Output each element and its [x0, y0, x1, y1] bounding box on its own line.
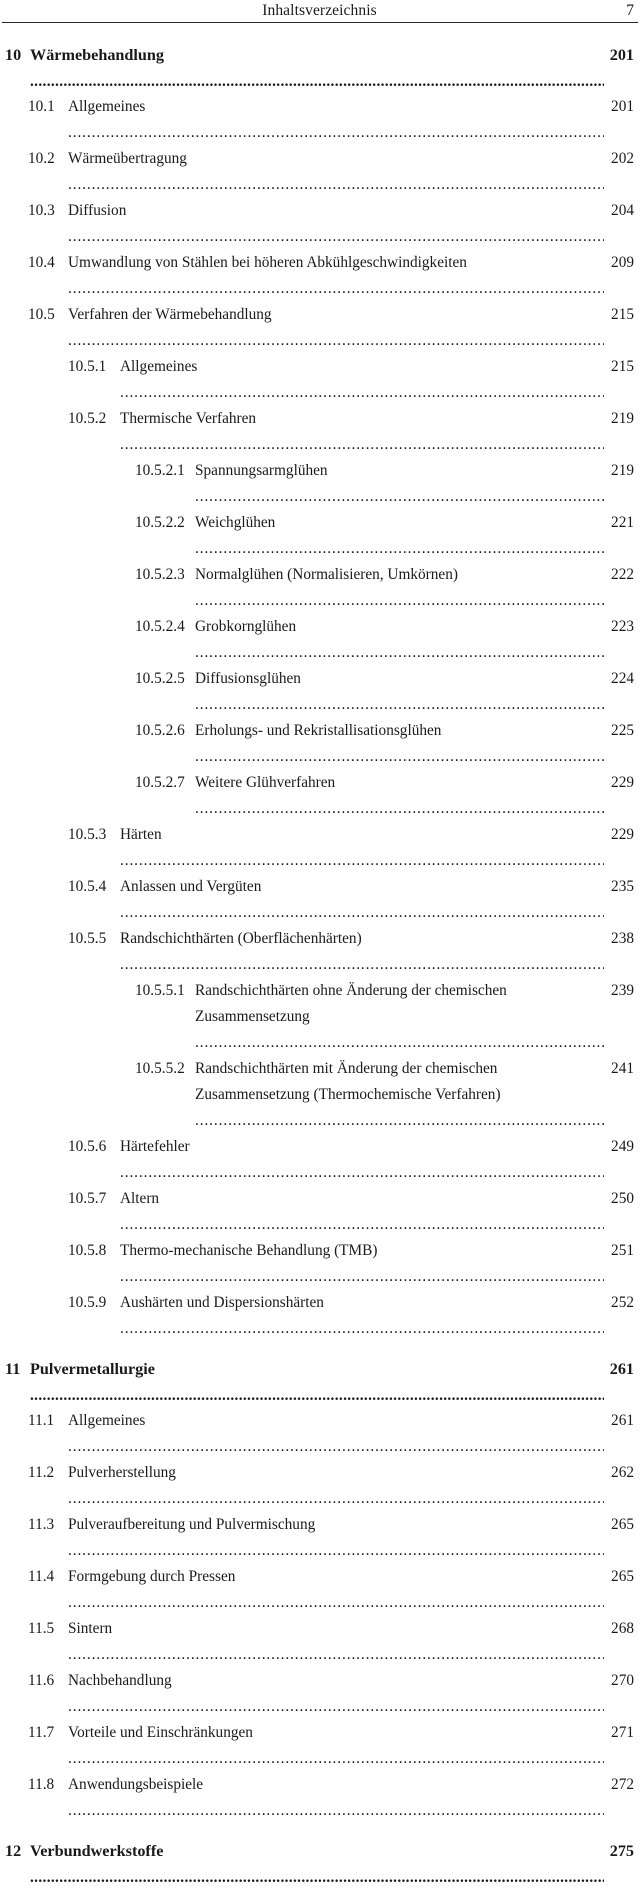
toc-entry[interactable]: [5, 874, 634, 926]
toc-entry-page-number: 252: [611, 1294, 634, 1311]
toc-entry-body: [195, 458, 604, 510]
toc-entry-body: [68, 146, 604, 198]
toc-entry-body: [68, 250, 604, 302]
toc-entry-page-number: 229: [611, 826, 634, 843]
toc-entry-page-number: 270: [611, 1672, 634, 1689]
toc-entry-body: [120, 822, 604, 874]
toc-entry[interactable]: [5, 1408, 634, 1460]
toc-entry[interactable]: [5, 1056, 634, 1134]
toc-entry[interactable]: [5, 354, 634, 406]
toc-entry-number: 11.7: [28, 1724, 55, 1741]
dot-leader: [68, 224, 604, 250]
toc-entry[interactable]: [5, 1238, 634, 1290]
dot-leader: [195, 796, 604, 822]
toc-entry-body: [68, 1408, 604, 1460]
toc-entry-number: 10.2: [28, 150, 55, 167]
toc-entry-number: 10.5.1: [68, 358, 107, 375]
toc-entry[interactable]: [5, 1290, 634, 1342]
toc-entry-title: Thermo-mechanische Behandlung (TMB): [120, 1242, 378, 1259]
toc-entry-number: 10.3: [28, 202, 55, 219]
dot-leader: [195, 692, 604, 718]
toc-entry-title: Randschichthärten ohne Änderung der chemischen Zusammensetzung: [195, 982, 507, 1025]
toc-entry-body: [195, 718, 604, 770]
toc-entry-body: [120, 926, 604, 978]
toc-entry-title: Altern: [120, 1190, 160, 1207]
toc-entry-title: Pulvermetallurgie: [30, 1360, 155, 1378]
dot-leader: [195, 1108, 604, 1134]
toc-entry-number: 11.3: [28, 1516, 55, 1533]
toc-entry-body: [120, 354, 604, 406]
toc-entry-title: Randschichthärten (Oberflächenhärten): [120, 930, 362, 947]
toc-entry-page-number: 235: [611, 878, 634, 895]
dot-leader: [68, 1746, 604, 1772]
dot-leader: [195, 588, 604, 614]
toc-entry-page-number: 215: [611, 358, 634, 375]
toc-entry-body: [120, 874, 604, 926]
toc-entry-title: Allgemeines: [68, 1412, 146, 1429]
dot-leader: [68, 120, 604, 146]
toc-entry-title: Normalglühen (Normalisieren, Umkörnen): [195, 566, 458, 583]
toc-entry-title: Spannungsarmglühen: [195, 462, 328, 479]
dot-leader: [120, 848, 604, 874]
toc-entry-body: [68, 302, 604, 354]
toc-entry-title: Anwendungsbeispiele: [68, 1776, 204, 1793]
toc-entry-number: 10.5.2.1: [135, 462, 185, 479]
toc-entry-title: Formgebung durch Pressen: [68, 1568, 236, 1585]
toc-entry-title: Umwandlung von Stählen bei höheren Abkühlgeschwindigkeiten: [68, 254, 467, 271]
toc-entry-body: [120, 406, 604, 458]
toc-entry-number: 11.4: [28, 1568, 55, 1585]
toc-entry-body: [68, 1616, 604, 1668]
dot-leader: [120, 900, 604, 926]
toc-entry-title: Grobkornglühen: [195, 618, 297, 635]
toc-entry-body: [195, 978, 604, 1056]
toc-entry-title: Erholungs- und Rekristallisationsglühen: [195, 722, 442, 739]
toc-entry-body: [68, 1460, 604, 1512]
toc-entry-body: [68, 1564, 604, 1616]
dot-leader: [195, 640, 604, 666]
toc-entry[interactable]: [5, 1356, 634, 1408]
toc-entry[interactable]: [5, 770, 634, 822]
toc-entry-title: Allgemeines: [68, 98, 146, 115]
toc-entry-title: Pulveraufbereitung und Pulvermischung: [68, 1516, 316, 1533]
toc-entry-page-number: 249: [611, 1138, 634, 1155]
toc-entry-body: [68, 1668, 604, 1720]
toc-entry-page-number: 238: [611, 930, 634, 947]
toc-entry[interactable]: [5, 302, 634, 354]
toc-entry-title: Verfahren der Wärmebehandlung: [68, 306, 272, 323]
toc-entry-title: Härtefehler: [120, 1138, 190, 1155]
toc-entry[interactable]: [5, 1720, 634, 1772]
toc-entry-number: 10.5.2.7: [135, 774, 185, 791]
dot-leader: [68, 172, 604, 198]
dot-leader: [68, 1798, 604, 1824]
toc-entry-body: [30, 1838, 604, 1890]
dot-leader: [195, 744, 604, 770]
toc-entry[interactable]: [5, 1772, 634, 1824]
toc-entry-page-number: 239: [611, 982, 634, 999]
toc-entry[interactable]: [5, 1134, 634, 1186]
toc-entry-body: [195, 1056, 604, 1134]
toc-entry-body: [120, 1238, 604, 1290]
table-of-contents: [5, 42, 634, 1890]
toc-entry-page-number: 268: [611, 1620, 634, 1637]
toc-entry-title: Diffusion: [68, 202, 127, 219]
toc-entry[interactable]: [5, 42, 634, 94]
header-divider: [2, 22, 638, 23]
toc-entry[interactable]: [5, 406, 634, 458]
toc-entry-page-number: 250: [611, 1190, 634, 1207]
toc-entry-number: 10.1: [28, 98, 55, 115]
toc-entry-number: 10.5.6: [68, 1138, 107, 1155]
toc-entry-number: 10: [5, 46, 22, 64]
toc-entry-page-number: 201: [611, 98, 634, 115]
dot-leader: [68, 1538, 604, 1564]
toc-entry-page-number: 221: [611, 514, 634, 531]
toc-entry-page-number: 262: [611, 1464, 634, 1481]
toc-entry-title: Vorteile und Einschränkungen: [68, 1724, 253, 1741]
dot-leader: [195, 536, 604, 562]
dot-leader: [68, 276, 604, 302]
toc-entry-page-number: 261: [609, 1360, 634, 1378]
toc-entry-page-number: 261: [611, 1412, 634, 1429]
toc-entry-number: 11.1: [28, 1412, 55, 1429]
toc-entry-body: [68, 1772, 604, 1824]
toc-entry-number: 11.8: [28, 1776, 55, 1793]
toc-entry-body: [120, 1290, 604, 1342]
toc-entry-number: 11.5: [28, 1620, 55, 1637]
toc-entry[interactable]: [5, 978, 634, 1056]
dot-leader: [120, 1264, 604, 1290]
toc-entry-page-number: 275: [609, 1842, 634, 1860]
dot-leader: [120, 1160, 604, 1186]
toc-entry-page-number: 202: [611, 150, 634, 167]
toc-entry[interactable]: [5, 822, 634, 874]
toc-entry-body: [120, 1134, 604, 1186]
toc-entry-body: [195, 770, 604, 822]
toc-entry-page-number: 222: [611, 566, 634, 583]
toc-entry-body: [120, 1186, 604, 1238]
toc-entry-title: Verbundwerkstoffe: [30, 1842, 164, 1860]
running-header: [5, 0, 634, 27]
folio-number: 7: [626, 2, 634, 19]
toc-entry[interactable]: [5, 1186, 634, 1238]
toc-entry-number: 10.5.2.3: [135, 566, 185, 583]
toc-entry[interactable]: [5, 250, 634, 302]
toc-entry-body: [68, 198, 604, 250]
toc-entry-page-number: 209: [611, 254, 634, 271]
toc-entry-page-number: 265: [611, 1568, 634, 1585]
toc-entry-body: [195, 614, 604, 666]
dot-leader: [30, 1382, 604, 1408]
toc-entry-number: 10.5.9: [68, 1294, 107, 1311]
toc-entry-number: 10.5.8: [68, 1242, 107, 1259]
toc-entry-title: Thermische Verfahren: [120, 410, 257, 427]
toc-entry-body: [30, 1356, 604, 1408]
toc-entry[interactable]: [5, 666, 634, 718]
toc-entry-page-number: 219: [611, 462, 634, 479]
toc-entry-title: Randschichthärten mit Änderung der chemischen Zusammensetzung (Thermochemische Verfahren): [195, 1060, 501, 1103]
toc-entry-body: [195, 510, 604, 562]
toc-entry[interactable]: [5, 1668, 634, 1720]
toc-entry-title: Härten: [120, 826, 162, 843]
toc-entry-body: [68, 1720, 604, 1772]
toc-entry-number: 11.6: [28, 1672, 55, 1689]
dot-leader: [195, 484, 604, 510]
toc-entry-number: 11: [5, 1360, 21, 1378]
toc-entry-number: 12: [5, 1842, 22, 1860]
toc-entry-title: Wärmeübertragung: [68, 150, 187, 167]
toc-entry[interactable]: [5, 458, 634, 510]
toc-entry-page-number: 215: [611, 306, 634, 323]
toc-entry-number: 10.5.3: [68, 826, 107, 843]
dot-leader: [120, 432, 604, 458]
toc-entry[interactable]: [5, 1512, 634, 1564]
toc-entry-number: 10.5.2.4: [135, 618, 185, 635]
toc-entry-page-number: 225: [611, 722, 634, 739]
dot-leader: [30, 68, 604, 94]
dot-leader: [120, 380, 604, 406]
toc-entry[interactable]: [5, 510, 634, 562]
dot-leader: [30, 1864, 604, 1890]
toc-entry-body: [68, 1512, 604, 1564]
toc-entry-number: 10.4: [28, 254, 55, 271]
toc-entry-title: Nachbehandlung: [68, 1672, 172, 1689]
toc-entry-number: 11.2: [28, 1464, 55, 1481]
toc-entry[interactable]: [5, 614, 634, 666]
toc-entry-title: Weitere Glühverfahren: [195, 774, 336, 791]
toc-entry[interactable]: [5, 926, 634, 978]
dot-leader: [120, 1316, 604, 1342]
toc-entry-page-number: 229: [611, 774, 634, 791]
toc-entry-number: 10.5.2.5: [135, 670, 185, 687]
toc-entry[interactable]: [5, 1838, 634, 1890]
toc-entry-page-number: 201: [609, 46, 634, 64]
toc-entry-page-number: 272: [611, 1776, 634, 1793]
toc-entry[interactable]: [5, 146, 634, 198]
dot-leader: [120, 1212, 604, 1238]
toc-entry-number: 10.5.2: [68, 410, 107, 427]
toc-entry-page-number: 204: [611, 202, 634, 219]
toc-entry-number: 10.5.5.1: [135, 982, 185, 999]
dot-leader: [68, 1434, 604, 1460]
toc-entry-page-number: 219: [611, 410, 634, 427]
toc-entry-page-number: 223: [611, 618, 634, 635]
toc-entry-number: 10.5.5.2: [135, 1060, 185, 1077]
toc-entry[interactable]: [5, 718, 634, 770]
toc-entry-title: Sintern: [68, 1620, 113, 1637]
toc-entry-body: [195, 562, 604, 614]
toc-entry-title: Pulverherstellung: [68, 1464, 176, 1481]
toc-entry-page-number: 271: [611, 1724, 634, 1741]
dot-leader: [120, 952, 604, 978]
toc-entry-title: Allgemeines: [120, 358, 198, 375]
toc-entry-title: Weichglühen: [195, 514, 276, 531]
toc-entry[interactable]: [5, 562, 634, 614]
toc-entry-page-number: 224: [611, 670, 634, 687]
toc-entry[interactable]: [5, 1616, 634, 1668]
toc-entry-page-number: 265: [611, 1516, 634, 1533]
toc-entry[interactable]: [5, 94, 634, 146]
toc-entry-number: 10.5: [28, 306, 55, 323]
toc-entry[interactable]: [5, 1460, 634, 1512]
dot-leader: [68, 328, 604, 354]
toc-entry[interactable]: [5, 1564, 634, 1616]
toc-entry-number: 10.5.4: [68, 878, 107, 895]
toc-entry-body: [30, 42, 604, 94]
toc-entry-number: 10.5.2.6: [135, 722, 185, 739]
page-title: Inhaltsverzeichnis: [262, 2, 377, 19]
dot-leader: [195, 1030, 604, 1056]
toc-entry-number: 10.5.2.2: [135, 514, 185, 531]
toc-entry-number: 10.5.7: [68, 1190, 107, 1207]
toc-entry-title: Anlassen und Vergüten: [120, 878, 262, 895]
toc-entry[interactable]: [5, 198, 634, 250]
toc-entry-title: Aushärten und Dispersionshärten: [120, 1294, 324, 1311]
toc-entry-title: Wärmebehandlung: [30, 46, 165, 64]
dot-leader: [68, 1694, 604, 1720]
toc-entry-title: Diffusionsglühen: [195, 670, 301, 687]
toc-entry-body: [195, 666, 604, 718]
toc-entry-body: [68, 94, 604, 146]
toc-entry-page-number: 241: [611, 1060, 634, 1077]
dot-leader: [68, 1590, 604, 1616]
toc-entry-page-number: 251: [611, 1242, 634, 1259]
dot-leader: [68, 1486, 604, 1512]
toc-entry-number: 10.5.5: [68, 930, 107, 947]
dot-leader: [68, 1642, 604, 1668]
